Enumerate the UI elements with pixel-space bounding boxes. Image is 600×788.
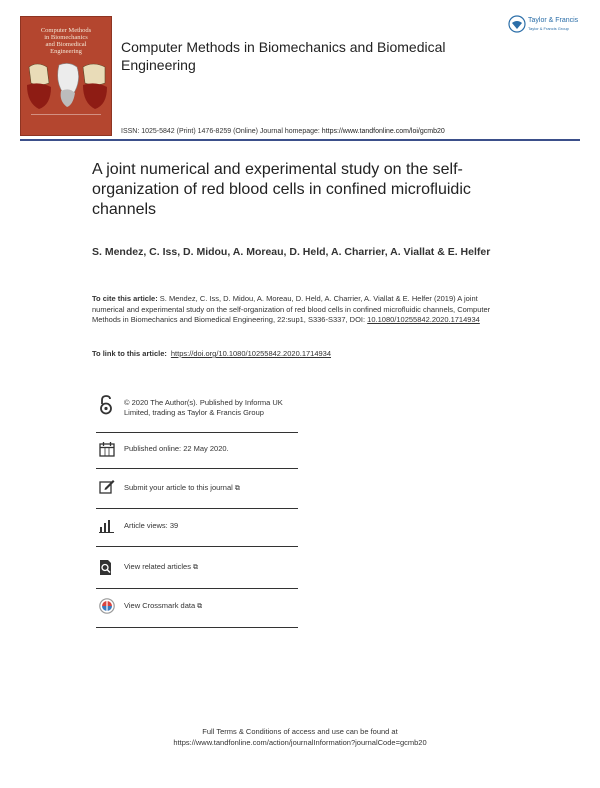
search-document-icon: [99, 559, 115, 576]
journal-cover-image: [20, 16, 112, 136]
article-views-text: Article views: 39: [124, 521, 179, 530]
related-articles-text: View related articles: [124, 562, 191, 571]
terms-url-link[interactable]: https://www.tandfonline.com/action/journalInformation?journalCode=gcmb20: [173, 738, 427, 747]
terms-text: Full Terms & Conditions of access and use can be found at: [202, 727, 398, 736]
cover-footer: [31, 114, 101, 125]
related-articles-item[interactable]: [96, 547, 298, 589]
related-articles-link[interactable]: [124, 562, 298, 573]
cover-title-line: in Biomechanics: [44, 34, 88, 41]
cover-illustration: [25, 61, 109, 111]
published-date-text: Published online: 22 May 2020.: [124, 444, 229, 453]
header-divider: [20, 139, 580, 141]
article-authors: S. Mendez, C. Iss, D. Midou, A. Moreau, D. Held, A. Charrier, A. Viallat & E. Helfer: [92, 246, 491, 258]
cover-title-line: Engineering: [50, 48, 82, 55]
article-info-list: [96, 392, 298, 628]
issn-line: [121, 128, 445, 135]
crossmark-item[interactable]: [96, 589, 298, 628]
submit-article-text: Submit your article to this journal: [124, 483, 233, 492]
article-title: A joint numerical and experimental study on the self-organization of red blood cells in confined microfluidic channels: [92, 161, 471, 218]
crossmark-link[interactable]: [124, 601, 298, 612]
article-doi-url-link[interactable]: https://doi.org/10.1080/10255842.2020.1714934: [170, 349, 332, 358]
external-link-icon: ⧉: [234, 485, 240, 492]
doi-link[interactable]: 10.1080/10255842.2020.1714934: [367, 315, 480, 324]
published-item: [96, 433, 298, 469]
journal-title[interactable]: Computer Methods in Biomechanics and Biomedical Engineering: [121, 39, 446, 73]
publisher-logo-text: Taylor & Francis: [528, 17, 579, 24]
cite-text: S. Mendez, C. Iss, D. Midou, A. Moreau, D. Held, A. Charrier, A. Viallat & E. Helfer (2019) A joint numerical and experimental study on the self-organization of red blood cells in confined microfluidic channels, Computer Methods in Biomechanics and Biomedical Engineering, 22:sup1, S336-S337, DOI:: [92, 294, 491, 324]
external-link-icon: ⧉: [192, 564, 198, 571]
citation: [92, 294, 512, 326]
link-label: To link to this article:: [92, 349, 167, 358]
submit-article-item[interactable]: [96, 469, 298, 509]
cite-label: To cite this article:: [92, 294, 158, 303]
publisher-logo-subtext: Taylor & Francis Group: [528, 26, 569, 31]
cover-title-line: and Biomedical: [45, 41, 87, 48]
taylor-francis-logo-icon: [508, 15, 526, 33]
terms-footer: [100, 726, 500, 748]
journal-homepage-link[interactable]: https://www.tandfonline.com/loi/gcmb20: [321, 128, 445, 135]
cover-title: [25, 27, 107, 55]
bar-chart-icon: [99, 519, 115, 533]
cover-title-line: Computer Methods: [40, 27, 92, 34]
edit-pencil-icon: [99, 479, 115, 494]
open-access-text: © 2020 The Author(s). Published by Informa UK Limited, trading as Taylor & Francis Group: [124, 398, 283, 417]
open-access-item: [96, 392, 298, 433]
crossmark-text: View Crossmark data: [124, 601, 196, 610]
open-access-lock-icon: [99, 395, 113, 415]
article-views-item: [96, 509, 298, 547]
calendar-icon: [99, 441, 115, 457]
crossmark-icon: [99, 598, 115, 614]
publisher-logo[interactable]: [508, 15, 588, 37]
submit-article-link[interactable]: [124, 483, 298, 494]
external-link-icon: ⧉: [197, 603, 203, 610]
issn-text: ISSN: 1025-5842 (Print) 1476-8259 (Online) Journal homepage:: [121, 128, 322, 135]
article-link-line: [92, 349, 331, 358]
